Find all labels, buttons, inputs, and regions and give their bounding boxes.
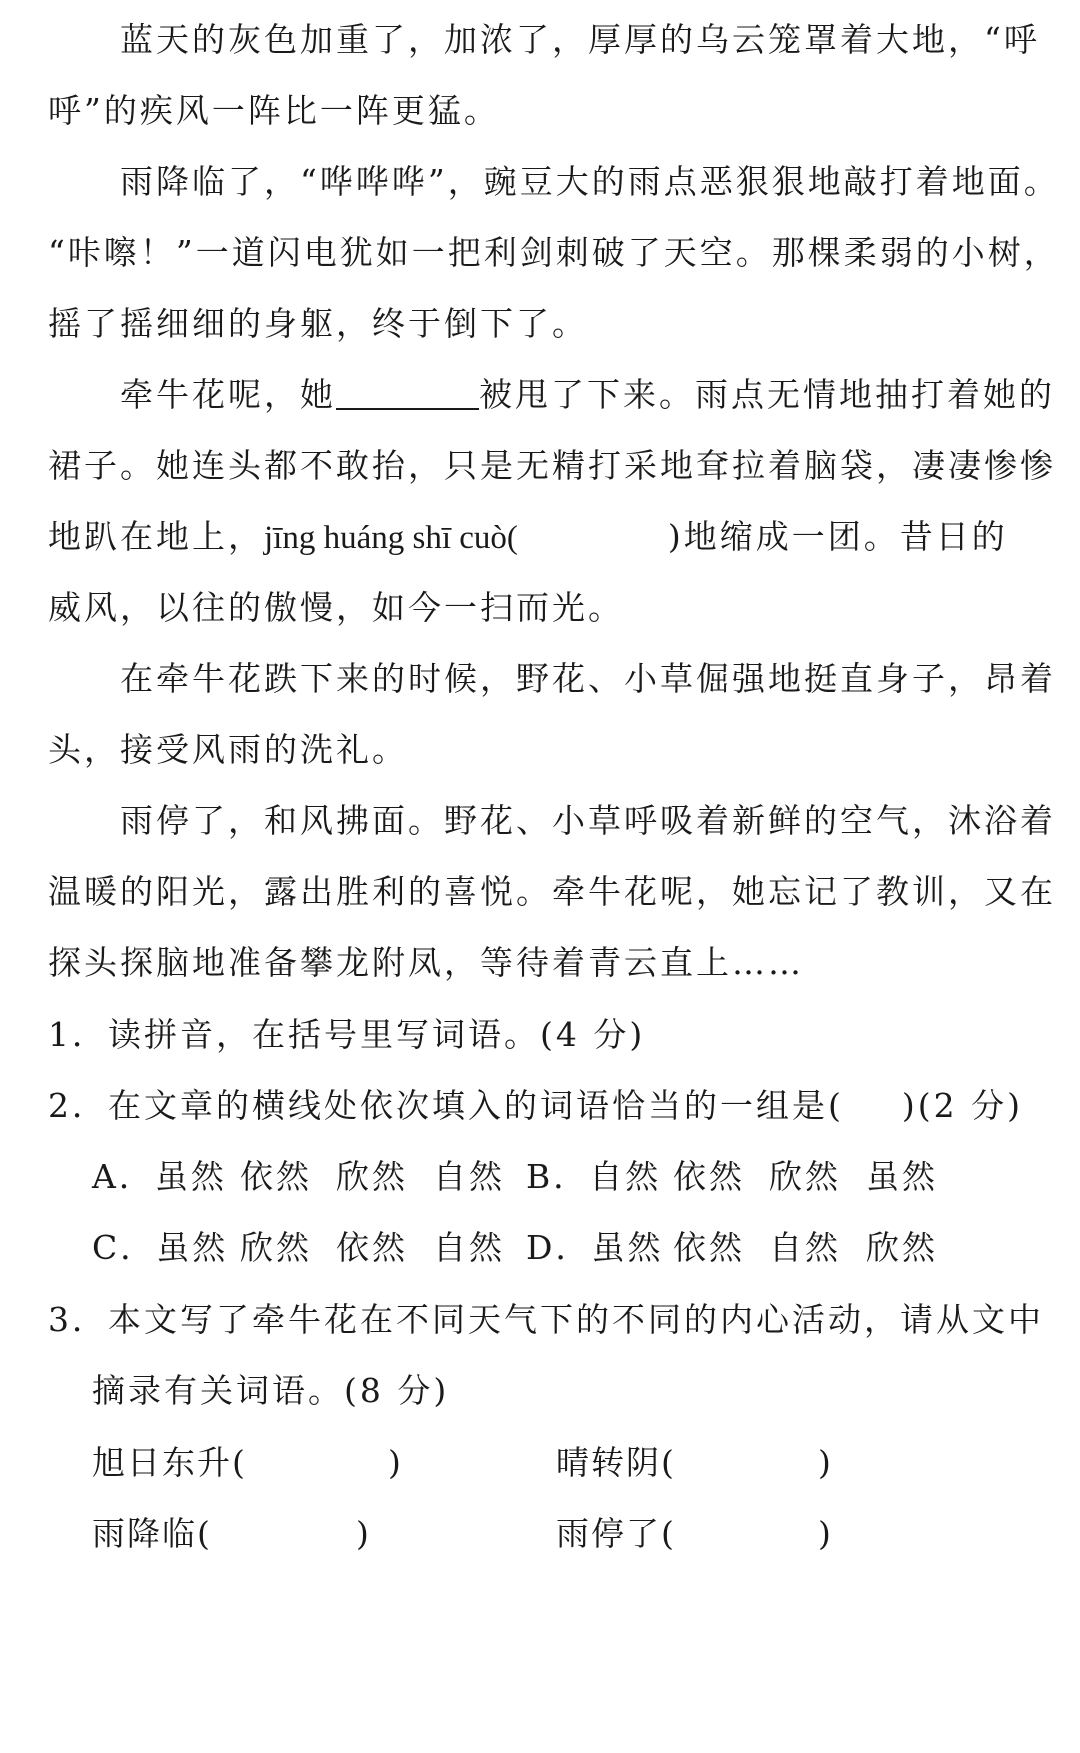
close-paren: )	[818, 1514, 833, 1553]
passage-text: )地缩成一团。昔日的	[667, 517, 1008, 556]
passage-line	[120, 373, 1055, 417]
passage-line: 裙子。她连头都不敢抬，只是无精打采地耷拉着脑袋，凄凄惨惨	[48, 446, 1056, 485]
option-word: 自然	[769, 1228, 841, 1267]
option-b[interactable]: B．自然	[526, 1157, 662, 1196]
question-2	[48, 1084, 1023, 1128]
option-word: 欣然	[240, 1228, 312, 1267]
question-text: 2．在文章的横线处依次填入的词语恰当的一组是(	[48, 1086, 844, 1125]
passage-line: 雨降临了，“哗哗哗”，豌豆大的雨点恶狠狠地敲打着地面。	[120, 162, 1060, 201]
option-word: 依然	[673, 1228, 745, 1267]
passage-text: 牵牛花呢，她	[120, 375, 336, 414]
fill-blank-line[interactable]	[336, 378, 479, 410]
option-word: 欣然	[866, 1228, 938, 1267]
passage-line: 在牵牛花跌下来的时候，野花、小草倔强地挺直身子，昂着	[120, 659, 1056, 698]
passage-line: 头，接受风雨的洗礼。	[48, 730, 408, 769]
option-d[interactable]: D．虽然	[526, 1228, 664, 1267]
passage-text: 被甩了下来。雨点无情地抽打着她的	[479, 375, 1055, 414]
fill-label: 雨降临(	[92, 1514, 212, 1553]
option-word: 依然	[336, 1228, 408, 1267]
passage-line: 摇了摇细细的身躯，终于倒下了。	[48, 304, 588, 343]
option-word: 虽然	[866, 1157, 938, 1196]
passage-text: 地趴在地上，	[48, 517, 264, 556]
question-3-cont: 摘录有关词语。(8 分)	[92, 1371, 450, 1410]
option-word: 依然	[673, 1157, 745, 1196]
passage-line: 威风，以往的傲慢，如今一扫而光。	[48, 588, 624, 627]
close-paren: )	[356, 1514, 371, 1553]
passage-line: “咔嚓！”一道闪电犹如一把利剑刺破了天空。那棵柔弱的小树，	[48, 233, 1060, 272]
question-3: 3．本文写了牵牛花在不同天气下的不同的内心活动，请从文中	[48, 1300, 1044, 1339]
fill-row-rain-stop	[556, 1512, 676, 1556]
fill-label: 旭日东升(	[92, 1443, 247, 1482]
option-word: 欣然	[769, 1157, 841, 1196]
passage-line: 呼”的疾风一阵比一阵更猛。	[48, 91, 500, 130]
option-word: 自然	[433, 1157, 505, 1196]
passage-line: 温暖的阳光，露出胜利的喜悦。牵牛花呢，她忘记了教训，又在	[48, 872, 1056, 911]
pinyin-prompt: jīng huáng shī cuò(	[264, 520, 518, 556]
passage-line: 蓝天的灰色加重了，加浓了，厚厚的乌云笼罩着大地，“呼	[120, 20, 1040, 59]
question-1: 1．读拼音，在括号里写词语。(4 分)	[48, 1015, 646, 1054]
option-a[interactable]: A．虽然	[92, 1157, 227, 1196]
fill-label: 晴转阴(	[556, 1443, 676, 1482]
passage-line	[48, 515, 1008, 560]
option-word: 依然	[240, 1157, 312, 1196]
fill-label: 雨停了(	[556, 1514, 676, 1553]
option-word: 自然	[433, 1228, 505, 1267]
close-paren: )	[818, 1443, 833, 1482]
passage-line: 雨停了，和风拂面。野花、小草呼吸着新鲜的空气，沐浴着	[120, 801, 1056, 840]
option-word: 欣然	[336, 1157, 408, 1196]
question-score: )(2 分)	[901, 1086, 1023, 1125]
close-paren: )	[388, 1443, 403, 1482]
fill-row-cloudy	[556, 1441, 676, 1485]
passage-line: 探头探脑地准备攀龙附凤，等待着青云直上……	[48, 943, 804, 982]
fill-row-rain	[92, 1512, 212, 1556]
fill-row-sunrise	[92, 1441, 247, 1485]
option-c[interactable]: C．虽然	[92, 1228, 229, 1267]
